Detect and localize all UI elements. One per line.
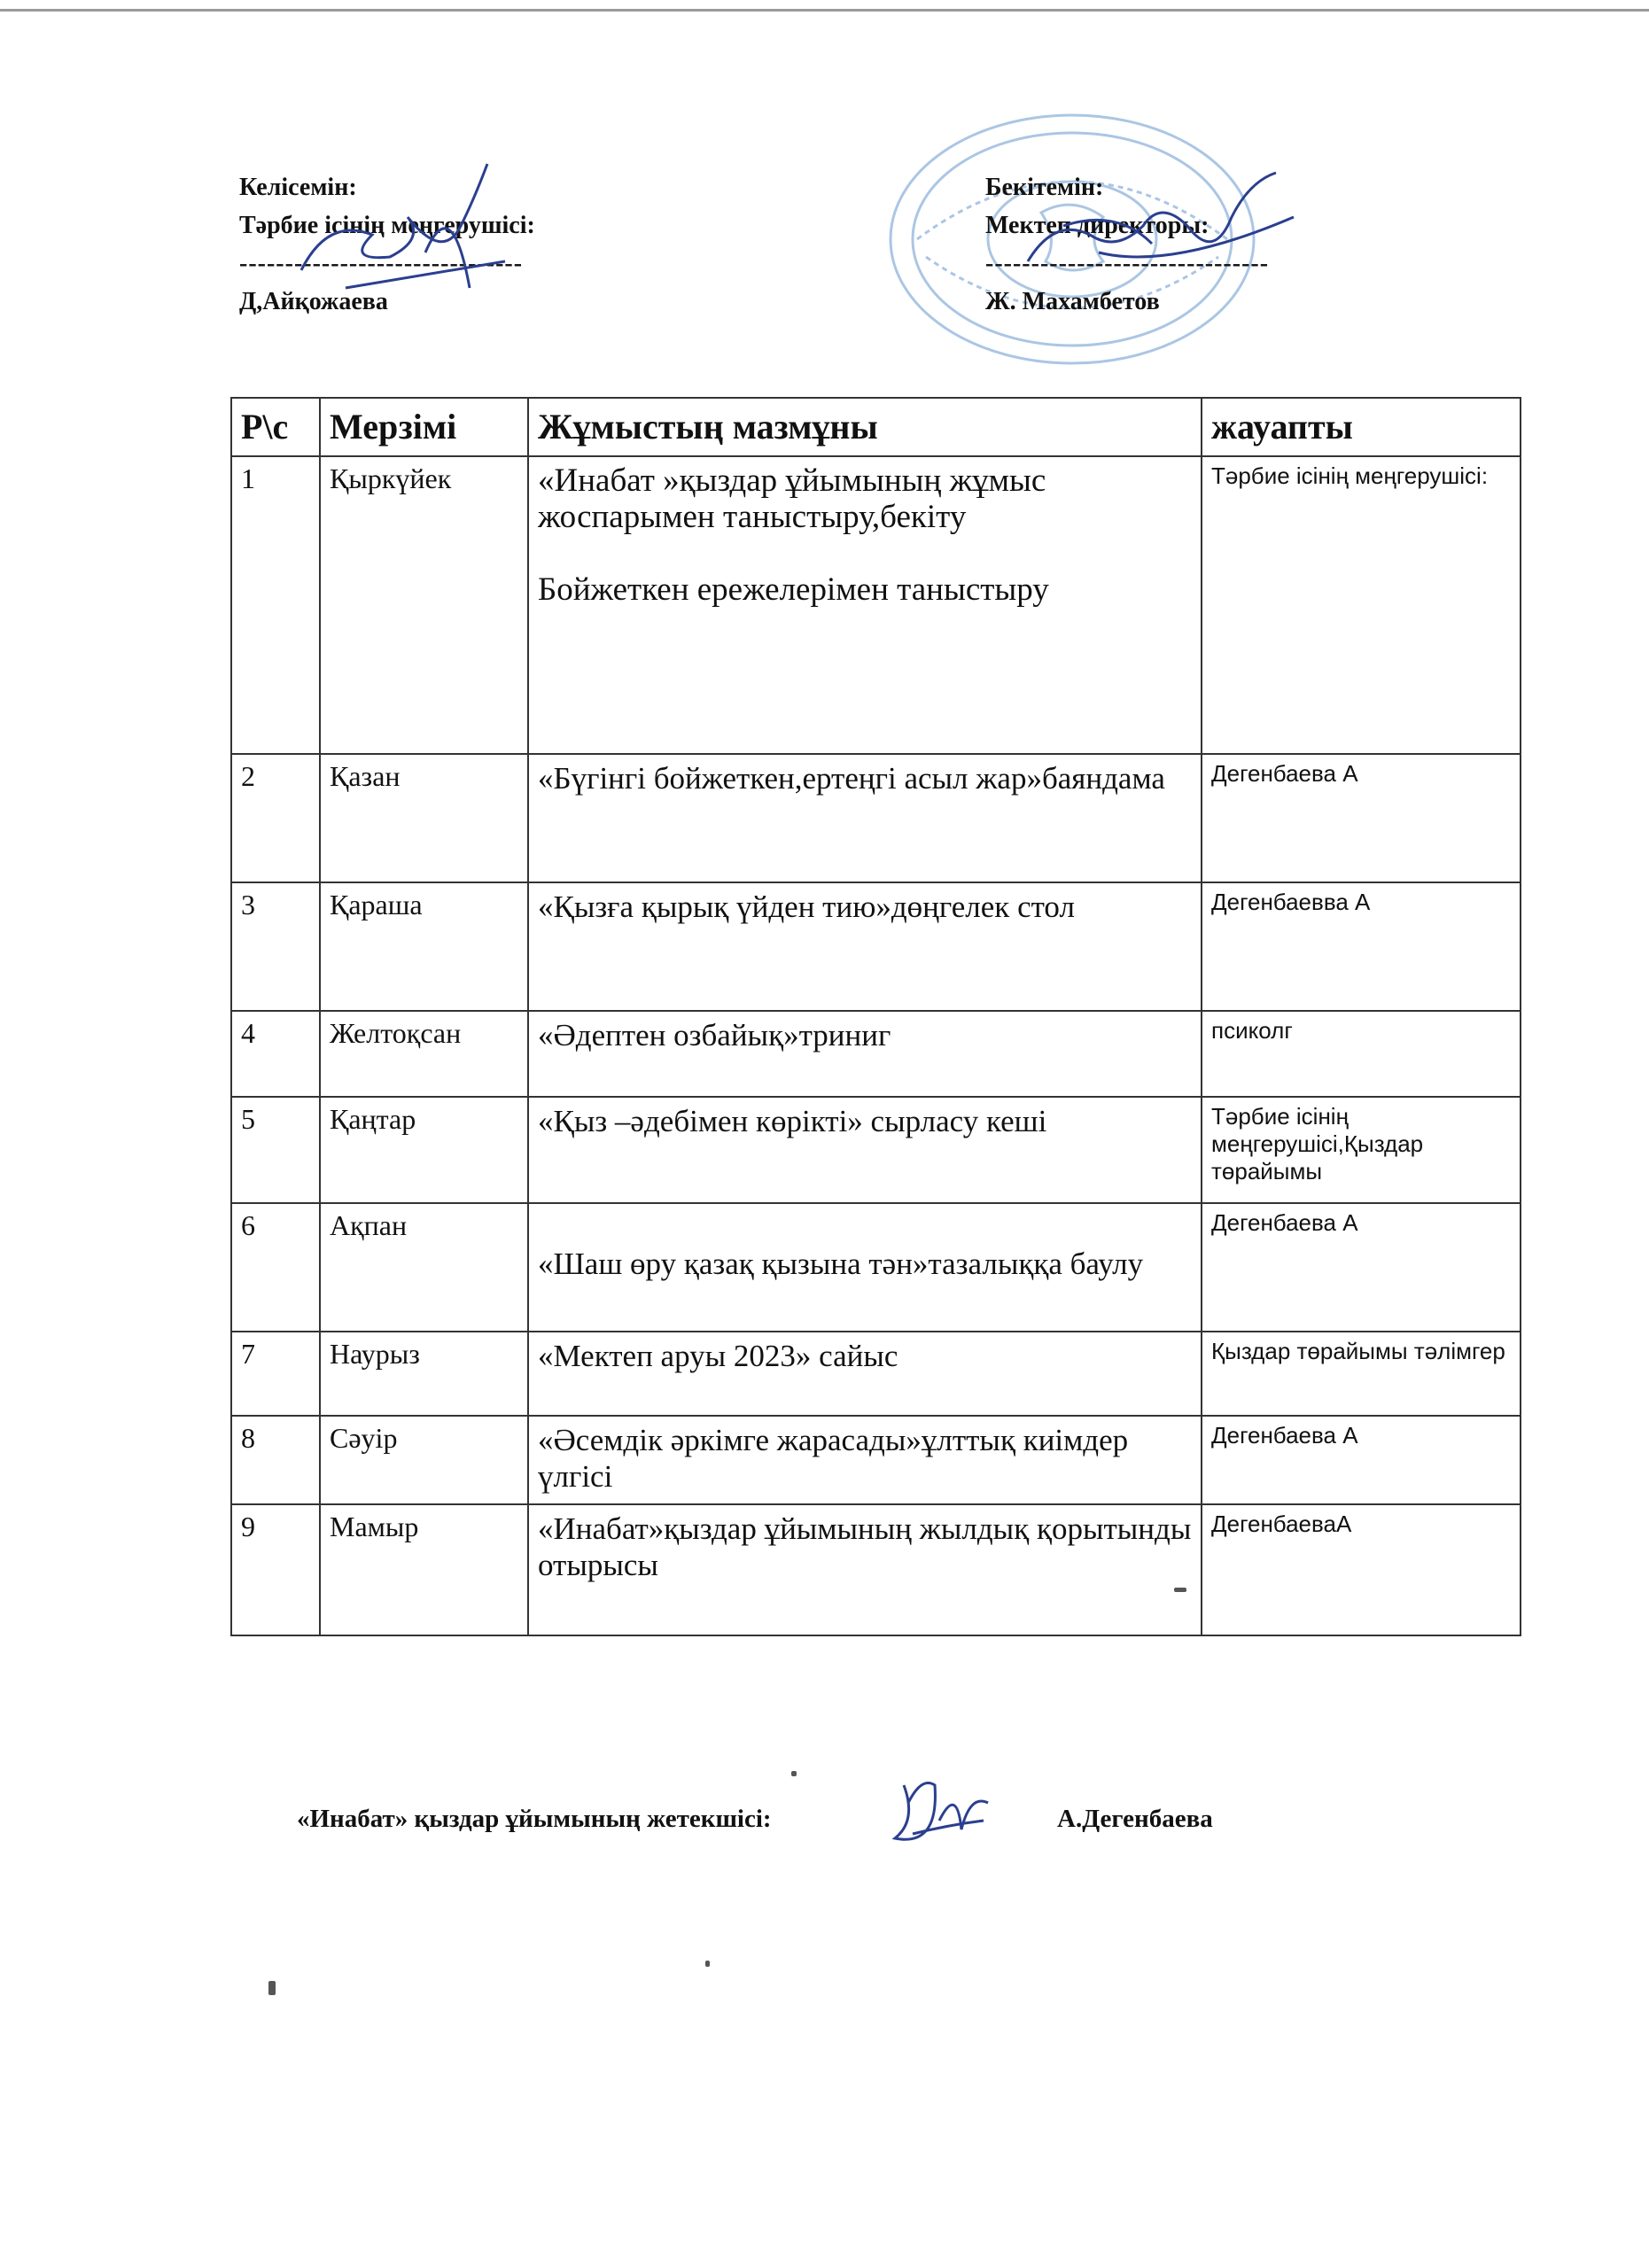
- row-content: [528, 456, 1202, 754]
- agreed-signature: [292, 155, 523, 315]
- row-month: Қараша: [320, 882, 528, 1011]
- row-month: Желтоқсан: [320, 1011, 528, 1097]
- table-row: [231, 1416, 1521, 1504]
- header-date: Мерзімі: [320, 398, 528, 456]
- row-number: 5: [231, 1097, 320, 1203]
- row-number: 7: [231, 1332, 320, 1416]
- table-row: [231, 1203, 1521, 1332]
- row-responsible: Тәрбие ісінің меңгерушісі:: [1202, 456, 1521, 754]
- row-content: «Қыз –әдебімен көрікті» сырласу кеші: [528, 1097, 1202, 1203]
- row-month: Қыркүйек: [320, 456, 528, 754]
- agreed-name: Д,Айқожаева: [239, 288, 388, 315]
- row-content: «Әсемдік әркімге жарасады»ұлттық киімдер үлгісі: [528, 1416, 1202, 1504]
- row-content: «Мектеп аруы 2023» сайыс: [528, 1332, 1202, 1416]
- row-month: Қаңтар: [320, 1097, 528, 1203]
- row-month: Сәуір: [320, 1416, 528, 1504]
- agreed-position: Тәрбие ісінің меңгерушісі:: [239, 212, 535, 239]
- header-responsible: жауапты: [1202, 398, 1521, 456]
- header-content: Жұмыстың мазмұны: [528, 398, 1202, 456]
- row-month: Ақпан: [320, 1203, 528, 1332]
- agreed-title: Келісемін:: [239, 174, 357, 201]
- row-responsible: псиколг: [1202, 1011, 1521, 1097]
- row-content: [528, 1203, 1202, 1332]
- row-responsible: Дегенбаева А: [1202, 1416, 1521, 1504]
- row-responsible: ДегенбаеваА: [1202, 1504, 1521, 1635]
- row-month: Қазан: [320, 754, 528, 882]
- header-number: Р\с: [231, 398, 320, 456]
- table-header-row: [231, 398, 1521, 456]
- leader-label: «Инабат» қыздар ұйымының жетекшісі:: [297, 1805, 772, 1833]
- scan-speck: [1174, 1588, 1186, 1592]
- row-content: «Әдептен озбайық»триниг: [528, 1011, 1202, 1097]
- row-content: «Инабат»қыздар ұйымының жылдық қорытынды отырысы: [528, 1504, 1202, 1635]
- scan-speck: [791, 1771, 797, 1776]
- leader-signature: [886, 1767, 992, 1852]
- row-number: 9: [231, 1504, 320, 1635]
- row-responsible: Дегенбаева А: [1202, 1203, 1521, 1332]
- row-content-main: «Инабат »қыздар ұйымының жұмыс жоспарымен таныстыру,бекіту: [538, 462, 1046, 535]
- row-number: 6: [231, 1203, 320, 1332]
- approved-title: Бекітемін:: [985, 174, 1104, 201]
- table-row: [231, 754, 1521, 882]
- row-number: 1: [231, 456, 320, 754]
- agreed-signature-line: -------------------------------: [239, 250, 524, 277]
- scan-speck: [268, 1981, 276, 1995]
- row-number: 4: [231, 1011, 320, 1097]
- row-number: 8: [231, 1416, 320, 1504]
- row-content: «Қызға қырық үйден тию»дөңгелек стол: [528, 882, 1202, 1011]
- table-row: [231, 1011, 1521, 1097]
- approved-position: Мектеп директоры:: [985, 212, 1210, 239]
- row-responsible: Дегенбаева А: [1202, 754, 1521, 882]
- row-number: 2: [231, 754, 320, 882]
- row-number: 3: [231, 882, 320, 1011]
- leader-name: А.Дегенбаева: [1057, 1805, 1213, 1833]
- scan-speck: [705, 1961, 710, 1967]
- row-content-main: «Шаш өру қазақ қызына тән»тазалыққа баулу: [538, 1247, 1144, 1281]
- table-row: [231, 1504, 1521, 1635]
- row-responsible: Дегенбаевва А: [1202, 882, 1521, 1011]
- work-plan-table: [230, 397, 1521, 1636]
- table-row: [231, 1097, 1521, 1203]
- approved-name: Ж. Махамбетов: [985, 288, 1160, 315]
- table-row: [231, 456, 1521, 754]
- approved-signature: [1010, 164, 1303, 297]
- row-month: Мамыр: [320, 1504, 528, 1635]
- table-row: [231, 1332, 1521, 1416]
- row-content: «Бүгінгі бойжеткен,ертеңгі асыл жар»баяндама: [528, 754, 1202, 882]
- row-responsible: Қыздар төрайымы тәлімгер: [1202, 1332, 1521, 1416]
- row-month: Наурыз: [320, 1332, 528, 1416]
- row-responsible: Тәрбие ісінің меңгерушісі,Қыздар төрайымы: [1202, 1097, 1521, 1203]
- table-row: [231, 882, 1521, 1011]
- approved-signature-line: -------------------------------: [985, 250, 1270, 277]
- scan-edge-line: [0, 9, 1649, 12]
- row-content-extra: Бойжеткен ережелерімен таныстыру: [538, 571, 1049, 608]
